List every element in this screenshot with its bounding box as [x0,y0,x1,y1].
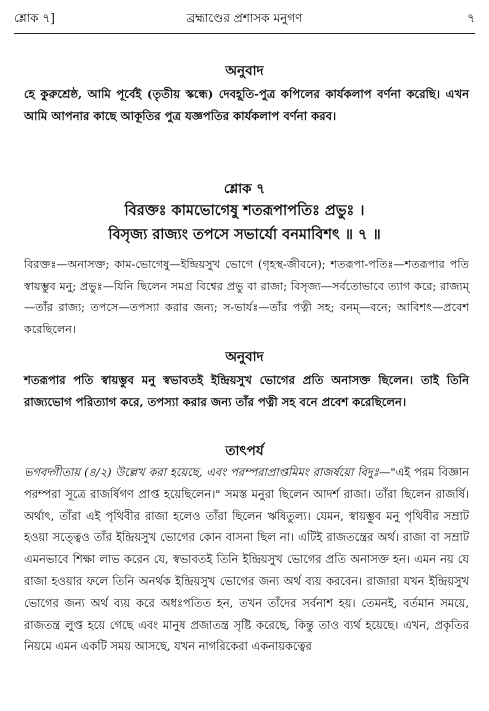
header-chapter-title: ব্রহ্মাণ্ডের প্রশাসক মনুগণ [186,11,303,25]
translation-heading-1: অনুবাদ [225,63,264,79]
running-header [14,10,475,28]
purport-text [24,462,469,658]
purport-heading: তাৎপর্য [225,443,264,459]
verse-heading: শ্লোক ৭ [223,181,266,197]
purport-citation: ভগবদ্গীতায় (৪/২) উল্লেখ করা হয়েছে, এবং পরম্পরাপ্রাপ্তমিমং রাজর্ষয়ো বিদুঃ [24,465,379,479]
translation-heading-2: অনুবাদ [225,349,264,365]
header-rule [14,33,475,34]
verse-line-2: বিসৃজ্য রাজ্যং তপসে সভার্যো বনমাবিশৎ ॥ ৭ ॥ [108,226,381,243]
header-verse-ref: শ্লোক ৭] [14,11,55,25]
page-number: ৭ [467,11,475,25]
translation-text-2: শতরূপার পতি স্বায়ম্ভুব মনু স্বভাবতই ইন্দ্রিয়সুখ ভোগের প্রতি অনাসক্ত ছিলেন। তাই তিনি রাজ্যভোগ পরিত্যাগ করে, তপস্যা করার জন্য তাঁর পত্নী সহ বনে প্রবেশ করেছিলেন। [24,373,469,409]
verse-line-1: বিরক্তঃ কামভোগেষু শতরূপাপতিঃ প্রভুঃ । [124,202,365,219]
purport-body: —"এই পরম বিজ্ঞান পরম্পরা সূত্রে রাজর্ষিগণ প্রাপ্ত হয়েছিলেন।" সমস্ত মনুরা ছিলেন আদর্শ রাজা। তাঁরা ছিলেন রাজর্ষি। অর্থাৎ, তাঁরা এই পৃথিবীর রাজা হলেও তাঁরা ছিলেন ঋষিতুল্য। যেমন, স্বায়ম্ভুব মনু পৃথিবীর সম্রাট হওয়া সত্ত্বেও তাঁর ইন্দ্রিয়সুখ ভোগের কোন বাসনা ছিল না। এটিই রাজতন্ত্রের অর্থ। রাজা বা সম্রাট এমনভাবে শিক্ষা লাভ করেন যে, স্বভাবতই তিনি ইন্দ্রিয়সুখ ভোগের প্রতি অনাসক্ত হন। এমন নয় যে রাজা হওয়ার ফলে তিনি অনর্থক ইন্দ্রিয়সুখ ভোগের জন্য অর্থ ব্যয় করবেন। রাজারা যখন ইন্দ্রিয়সুখ ভোগের জন্য অর্থ ব্যয় করে অধঃপতিত হন, তখন তাঁদের সর্বনাশ হয়। তেমনই, বর্তমান সময়ে, রাজতন্ত্র লুপ্ত হয়ে গেছে এবং মানুষ প্রজাতন্ত্র সৃষ্টি করেছে, কিন্তু তাও ব্যর্থ হয়েছে। এখন, প্রকৃতির নিয়মে এমন একটি সময় আসছে, যখন নাগরিকেরা একনায়কত্বের [24,465,469,654]
synonyms-text: বিরক্তঃ—অনাসক্ত; কাম-ভোগেষু—ইন্দ্রিয়সুখ ভোগে (গৃহস্থ-জীবনে); শতরূপা-পতিঃ—শতরূপার পতি স্বায়ম্ভুব মনু; প্রভুঃ—যিনি ছিলেন সমগ্র বিশ্বের প্রভু বা রাজা; বিসৃজ্য—সর্বতোভাবে ত্যাগ করে; রাজ্যম্—তাঁর রাজ্য; তপসে—তপস্যা করার জন্য; স-ভার্যঃ—তাঁর পত্নী সহ; বনম্—বনে; আবিশৎ—প্রবেশ করেছিলেন। [24,258,469,336]
translation-text-1: হে কুরুশ্রেষ্ঠ, আমি পূর্বেই (তৃতীয় স্কন্ধে) দেবহূতি-পুত্র কপিলের কার্যকলাপ বর্ণনা করেছি। এখন আমি আপনার কাছে আকূতির পুত্র যজ্ঞপতির কার্যকলাপ বর্ণনা করব। [24,87,469,123]
